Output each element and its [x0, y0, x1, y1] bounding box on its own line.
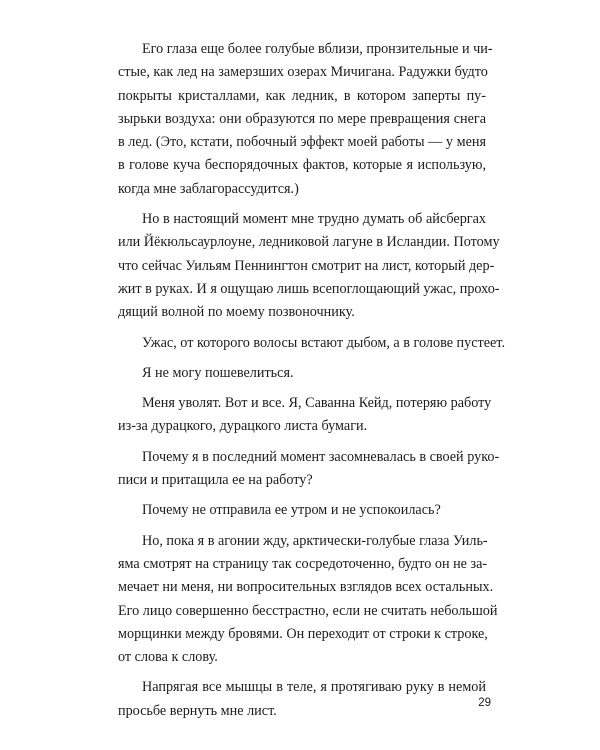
text-line: Его лицо совершенно бесстрастно, если не считать небольшой [118, 602, 498, 619]
text-line: Но, пока я в агонии жду, арктически-голубые глаза Уиль- [142, 532, 488, 549]
body-text [118, 38, 505, 723]
page-number: 29 [478, 697, 491, 709]
text-line: мечает ни меня, ни вопросительных взглядов всех остальных. [118, 579, 494, 596]
text-line: Почему я в последний момент засомневалась в своей руко- [142, 448, 500, 465]
text-line: в голове куча беспорядочных фактов, которые я использую, [118, 157, 486, 174]
text-line: Но в настоящий момент мне трудно думать об айсбергах [142, 211, 486, 228]
text-line: яма смотрят на страницу так сосредоточенно, будто он не за- [118, 555, 488, 572]
paragraph [118, 392, 492, 439]
paragraph [118, 362, 486, 385]
text-line: жит в руках. И я ощущаю лишь всепоглощающий ужас, прохо- [118, 280, 500, 297]
text-line: Напрягая все мышцы в теле, я протягиваю руку в немой [142, 679, 486, 696]
text-line: или Йёкюльсаурлоуне, ледниковой лагуне в Исландии. Потому [118, 234, 500, 251]
text-line: Почему не отправила ее утром и не успокоилась? [142, 502, 441, 519]
text-line: стые, как лед на замерзших озерах Мичигана. Радужки будто [118, 64, 488, 81]
text-line: от слова к слову. [118, 649, 218, 666]
text-line: морщинки между бровями. Он переходит от строки к строке, [118, 625, 488, 642]
text-line: когда мне заблагорассудится.) [118, 180, 299, 197]
paragraph [118, 208, 500, 324]
text-line: Меня уволят. Вот и все. Я, Саванна Кейд, потеряю работу [142, 395, 492, 412]
text-line: дящий волной по моему позвоночнику. [118, 304, 355, 321]
paragraph [118, 530, 498, 670]
text-line: покрыты кристаллами, как ледник, в котором заперты пу- [118, 87, 486, 104]
text-line: что сейчас Уильям Пеннингтон смотрит на лист, который дер- [118, 257, 495, 274]
paragraph [118, 38, 493, 201]
text-line: писи и притащила ее на работу? [118, 472, 313, 489]
text-line: в лед. (Это, кстати, побочный эффект моей работы — у меня [118, 134, 486, 151]
paragraph [118, 446, 500, 493]
text-line: Его глаза еще более голубые вблизи, пронзительные и чи- [142, 41, 493, 57]
text-line: Ужас, от которого волосы встают дыбом, а в голове пустеет. [142, 334, 505, 351]
paragraph [118, 499, 486, 522]
text-line: зырьки воздуха: они образуются по мере превращения снега [118, 110, 486, 127]
text-line: Я не могу пошевелиться. [142, 364, 294, 381]
paragraph [118, 332, 505, 355]
text-line: просьбе вернуть мне лист. [118, 702, 277, 719]
text-line: из-за дурацкого, дурацкого листа бумаги. [118, 418, 368, 435]
paragraph [118, 676, 486, 723]
